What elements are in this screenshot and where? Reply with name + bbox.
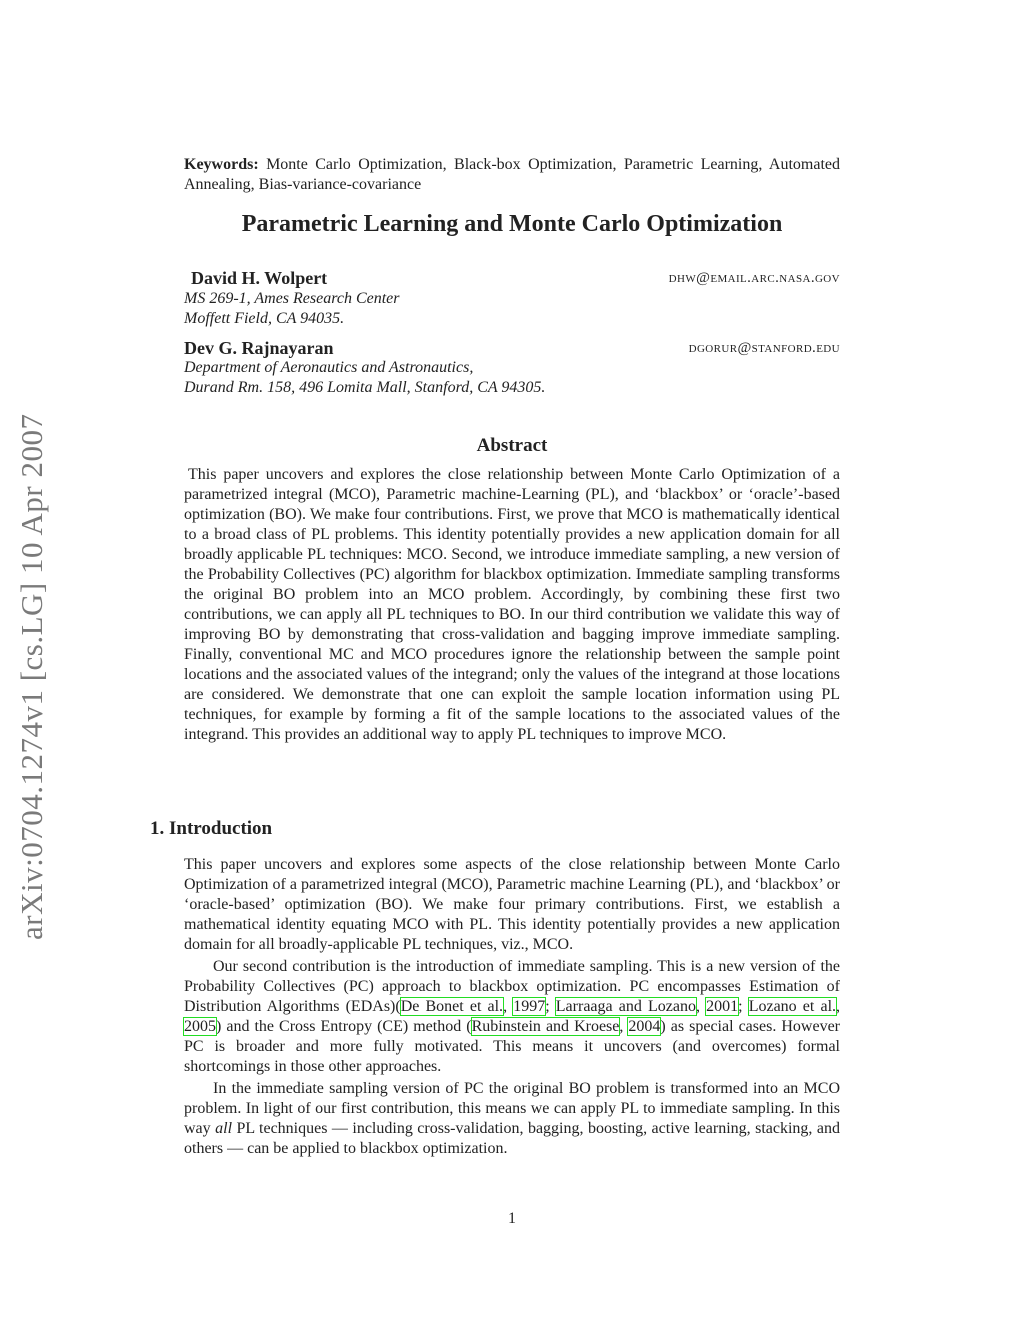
citation-link[interactable]: Lozano et al. — [748, 998, 837, 1015]
author-email[interactable]: dgorur@stanford.edu — [688, 340, 840, 356]
intro-body — [184, 855, 840, 1159]
author-name: Dev G. Rajnayaran — [184, 338, 334, 358]
citation-link[interactable]: 2001 — [706, 998, 739, 1015]
citation-link[interactable]: Rubinstein and Kroese — [471, 1018, 620, 1035]
keywords-label: Keywords: — [184, 156, 259, 173]
abstract-heading: Abstract — [476, 435, 548, 456]
citation-link[interactable]: De Bonet et al. — [400, 998, 504, 1015]
keywords-text: Monte Carlo Optimization, Black-box Optimization, Parametric Learning, Automated Annealing, Bias-variance-covariance — [184, 156, 840, 193]
intro-paragraph-2 — [184, 957, 840, 1077]
keywords — [184, 155, 840, 195]
text-run: , — [695, 998, 707, 1015]
paper-title: Parametric Learning and Monte Carlo Optimization — [241, 211, 783, 237]
author-email[interactable]: dhw@email.arc.nasa.gov — [668, 270, 840, 286]
author-affiliation: Moffett Field, CA 94035. — [184, 310, 345, 327]
text-run: Our second contribution is the introduction of immediate sampling. This is a new version of the Probability Collectives (PC) approach to blackbox optimization. PC encompasses Estimation of Distribution Algorithms (EDAs)( — [184, 958, 840, 1015]
author-affiliation: MS 269-1, Ames Research Center — [184, 290, 400, 307]
arxiv-sidebar: arXiv:0704.1274v1 [cs.LG] 10 Apr 2007 — [14, 413, 49, 940]
text-run: , — [503, 998, 514, 1015]
intro-paragraph-1: This paper uncovers and explores some aspects of the close relationship between Monte Carlo Optimization of a parametrized integral (MCO), Parametric machine Learning (PL), and ‘blackbox’ or ‘oracle-based’ optimization (BO). We make four primary contributions. First, we establish a mathematical identity equating MCO with PL. This identity potentially provides a new application domain for all broadly-applicable PL techniques, viz., MCO. — [184, 856, 840, 953]
text-run: ; — [738, 998, 749, 1015]
citation-link[interactable]: Larraaga and Lozano — [555, 998, 696, 1015]
citation-link[interactable]: 1997 — [513, 998, 546, 1015]
text-run: , — [619, 1018, 629, 1035]
text-run: In the immediate sampling version of PC the original BO problem is transformed into an MCO problem. In light of our first contribution, this means we can apply PL to immediate sampling. In this way — [184, 1080, 840, 1137]
citation-link[interactable]: 2005 — [184, 1018, 216, 1035]
text-run: ; — [545, 998, 556, 1015]
text-run: ) and the Cross Entropy (CE) method ( — [216, 1018, 472, 1035]
text-run: , — [836, 998, 841, 1015]
citation-link[interactable]: 2004 — [628, 1018, 661, 1035]
author-name: David H. Wolpert — [191, 268, 328, 288]
emphasis: all — [215, 1120, 233, 1137]
page-number: 1 — [508, 1210, 516, 1227]
abstract-body — [184, 465, 840, 745]
abstract-text: This paper uncovers and explores the close relationship between Monte Carlo Optimization of a parametrized integral (MCO), Parametric machine-Learning (PL), and ‘blackbox’ or ‘oracle’-based optimization (BO). We make four contributions. First, we prove that MCO is mathematically identical to a broad class of PL problems. This identity potentially provides a new application domain for all broadly applicable PL techniques: MCO. Second, we introduce immediate sampling, a new version of the Probability Collectives (PC) algorithm for blackbox optimization. Immediate sampling transforms the original BO problem into an MCO problem. Accordingly, by combining these first two contributions, we can apply all PL techniques to BO. In our third contribution we validate this way of improving BO by demonstrating that cross-validation and bagging improve immediate sampling. Finally, conventional MC and MCO procedures ignore the relationship between the sample point locations and the associated values of the integrand; only the values of the integrand at those locations are considered. We demonstrate that one can exploit the sample location information using PL techniques, for example by forming a fit of the sample locations to the associated values of the integrand. This provides an additional way to apply PL techniques to improve MCO. — [184, 466, 840, 743]
intro-paragraph-3 — [184, 1079, 840, 1159]
author-affiliation: Department of Aeronautics and Astronautics, — [184, 359, 474, 376]
section-heading: 1. Introduction — [150, 818, 273, 839]
author-affiliation: Durand Rm. 158, 496 Lomita Mall, Stanford, CA 94305. — [184, 379, 546, 396]
text-run: PL techniques — including cross-validation, bagging, boosting, active learning, stacking, and others — can be applied to blackbox optimization. — [184, 1120, 840, 1157]
text-run: ) as special cases. However PC is broader and more fully motivated. This means it uncovers (and overcomes) formal shortcomings in those other approaches. — [184, 1018, 841, 1075]
